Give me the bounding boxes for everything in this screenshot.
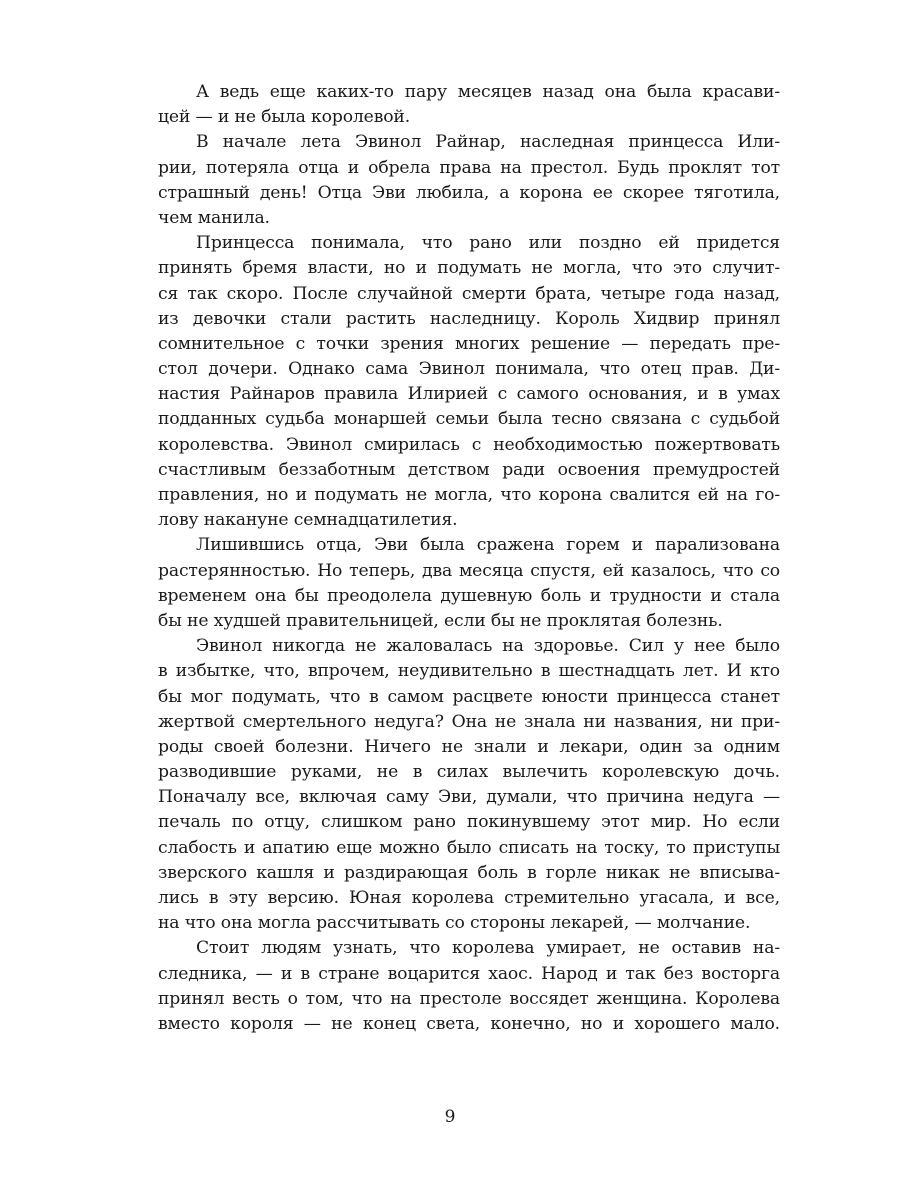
text-line: из девочки стали растить наследницу. Король Хидвир принял — [158, 308, 780, 329]
text-line: Стоит людям узнать, что королева умирает, не оставив на- — [196, 938, 780, 959]
text-line: бы мог подумать, что в самом расцвете юности принцесса станет — [158, 686, 780, 707]
text-line: А ведь еще каких-то пару месяцев назад она была красави- — [196, 82, 780, 102]
text-line: разводившие руками, не в силах вылечить королевскую дочь. — [158, 762, 780, 783]
paragraph — [158, 80, 780, 130]
text-line: рии, потеряла отца и обрела права на престол. Будь проклят тот — [158, 157, 780, 178]
text-line: сомнительное с точки зрения многих решение — передать пре- — [158, 333, 780, 354]
text-line: Поначалу все, включая саму Эви, думали, что причина недуга — — [158, 787, 780, 808]
text-line: лись в эту версию. Юная королева стремительно угасала, и все, — [158, 888, 780, 908]
text-line: Принцесса понимала, что рано или поздно ей придется — [196, 233, 780, 254]
paragraph — [158, 533, 780, 634]
text-line: настия Райнаров правила Илирией с самого основания, и в умах — [158, 384, 780, 405]
text-line: правления, но и подумать не могла, что корона свалится ей на го- — [158, 485, 780, 505]
text-line: зверского кашля и раздирающая боль в горле никак не вписыва- — [158, 862, 780, 883]
text-line: чем манила. — [158, 207, 270, 228]
paragraph — [158, 936, 780, 1037]
text-line: в избытке, что, впрочем, неудивительно в шестнадцать лет. И кто — [158, 661, 780, 682]
text-line: принять бремя власти, но и подумать не могла, что это случит- — [158, 258, 780, 279]
text-line: слабость и апатию еще можно было списать на тоску, то приступы — [158, 837, 780, 858]
text-line: цей — и не была королевой. — [158, 107, 411, 128]
text-line: временем она бы преодолела душевную боль и трудности и стала — [158, 585, 780, 606]
paragraph — [158, 634, 780, 936]
text-line: стол дочери. Однако сама Эвинол понимала, что отец прав. Ди- — [158, 359, 780, 380]
text-line: королевства. Эвинол смирилась с необходимостью пожертвовать — [158, 434, 780, 455]
text-line: Лишившись отца, Эви была сражена горем и парализована — [196, 535, 780, 556]
text-line: роды своей болезни. Ничего не знали и лекари, один за одним — [158, 736, 780, 757]
text-line: на что она могла рассчитывать со стороны лекарей, — молчание. — [158, 913, 751, 934]
text-line: счастливым беззаботным детством ради освоения премудростей — [158, 459, 780, 480]
text-line: растерянностью. Но теперь, два месяца спустя, ей казалось, что со — [158, 560, 780, 581]
text-line: жертвой смертельного недуга? Она не знала ни названия, ни при- — [158, 711, 780, 732]
paragraph — [158, 130, 780, 231]
body-text — [158, 80, 780, 1037]
paragraph — [158, 231, 780, 533]
text-line: ся так скоро. После случайной смерти брата, четыре года назад, — [158, 283, 780, 304]
text-line: вместо короля — не конец света, конечно, но и хорошего мало. — [158, 1013, 780, 1034]
text-line: принял весть о том, что на престоле воссядет женщина. Королева — [158, 988, 780, 1009]
text-line: В начале лета Эвинол Райнар, наследная принцесса Или- — [196, 132, 780, 153]
text-line: страшный день! Отца Эви любила, а корона ее скорее тяготила, — [158, 182, 780, 203]
text-line: Эвинол никогда не жаловалась на здоровье. Сил у нее было — [196, 636, 780, 657]
page-number: 9 — [444, 1107, 456, 1127]
text-line: печаль по отцу, слишком рано покинувшему этот мир. Но если — [158, 812, 780, 833]
text-line: лову накануне семнадцатилетия. — [158, 510, 458, 531]
text-line: следника, — и в стране воцарится хаос. Народ и так без восторга — [158, 963, 780, 984]
text-line: подданных судьба монаршей семьи была тесно связана с судьбой — [158, 409, 780, 430]
text-line: бы не худшей правительницей, если бы не проклятая болезнь. — [158, 610, 723, 631]
